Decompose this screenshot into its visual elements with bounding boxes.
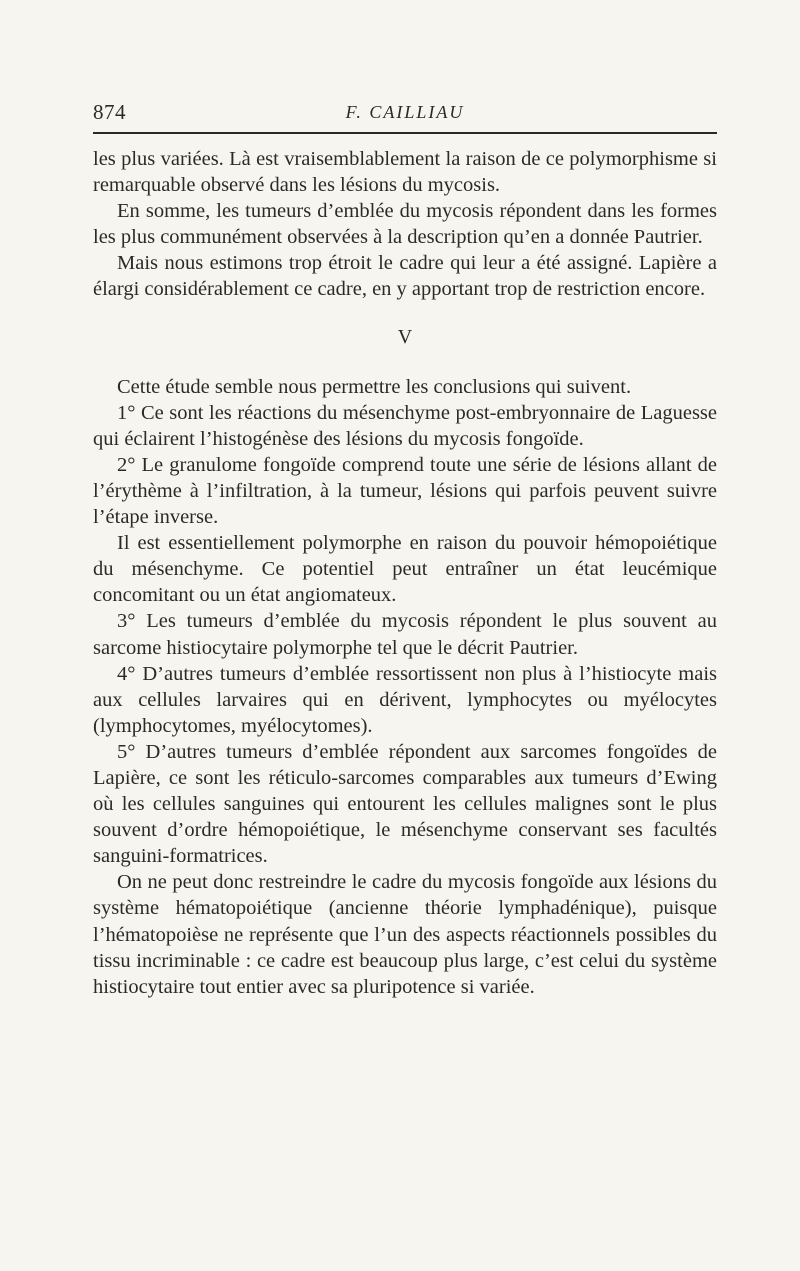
paragraph: En somme, les tumeurs d’emblée du mycosis répondent dans les formes les plus communément observées à la description qu’en a donnée Pautrier. [93, 200, 717, 249]
body-text [93, 146, 717, 1000]
page-header [93, 100, 717, 124]
page-number: 874 [93, 100, 126, 124]
conclusion-2: 2° Le granulome fongoïde comprend toute une série de lésions allant de l’érythème à l’infiltration, à la tumeur, lésions qui parfois peuvent suivre l’étape inverse. [93, 453, 717, 529]
section-heading: V [397, 325, 413, 348]
running-head: F. CAILLIAU [345, 102, 465, 122]
conclusion-5: 5° D’autres tumeurs d’emblée répondent aux sarcomes fongoïdes de Lapière, ce sont les réticulo-sarcomes comparables aux tumeurs d’Ewing où les cellules sanguines qui entourent les cellules malignes sont le plus souvent d’ordre hémopoiétique, le mésenchyme conservant ses facultés sanguini-formatrices. [93, 740, 717, 868]
paragraph: Mais nous estimons trop étroit le cadre qui leur a été assigné. Lapière a élargi considérablement ce cadre, en y apportant trop de restriction encore. [93, 252, 717, 301]
conclusion-4: 4° D’autres tumeurs d’emblée ressortissent non plus à l’histiocyte mais aux cellules larvaires qui en dérivent, lymphocytes ou myélocytes (lymphocytomes, myélocytomes). [93, 662, 717, 737]
conclusion-1: 1° Ce sont les réactions du mésenchyme post-embryonnaire de Laguesse qui éclairent l’histogénèse des lésions du mycosis fongoïde. [93, 401, 717, 450]
final-conclusion: On ne peut donc restreindre le cadre du mycosis fongoïde aux lésions du système hématopoiétique (ancienne théorie lymphadénique), puisque l’hématopoièse ne représente que l’un des aspects réactionnels possibles du tissu incriminable : ce cadre est beaucoup plus large, c’est celui du système histiocytaire tout entier avec sa pluripotence si variée. [93, 871, 717, 998]
conclusion-intro: Cette étude semble nous permettre les conclusions qui suivent. [117, 375, 632, 398]
paragraph: les plus variées. Là est vraisemblablement la raison de ce polymorphisme si remarquable observé dans les lésions du mycosis. [93, 148, 717, 197]
conclusion-2-continued: Il est essentiellement polymorphe en raison du pouvoir hémopoiétique du mésenchyme. Ce potentiel peut entraîner un état leucémique concomitant ou un état angiomateux. [93, 532, 717, 607]
header-rule [93, 132, 717, 134]
conclusion-3: 3° Les tumeurs d’emblée du mycosis répondent le plus souvent au sarcome histiocytaire polymorphe tel que le décrit Pautrier. [93, 610, 717, 659]
